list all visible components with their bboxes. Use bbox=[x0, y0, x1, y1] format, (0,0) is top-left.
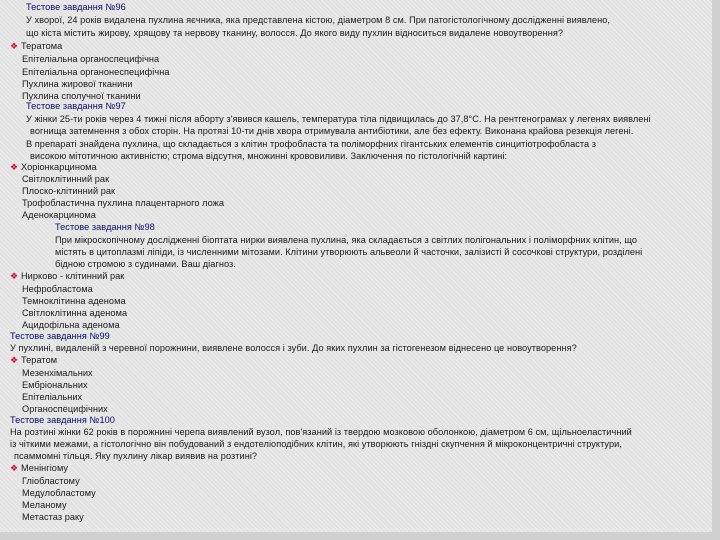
task-97-question-line: вогнища затемнення з обох сторін. На протязі 10-ти днів хвора отримувала антибіотики, але без ефекту. Виконана крайова резекція легені. bbox=[30, 126, 634, 136]
task-99-answer: Мезенхімальних bbox=[22, 368, 93, 378]
task-100-answer: Гліобластому bbox=[22, 476, 80, 486]
task-100-question-line: псаммомні тільця. Яку пухлину лікар виявив на розтині? bbox=[14, 451, 258, 461]
answer-text: Нирково - клітинний рак bbox=[21, 271, 125, 281]
task-97-answer: Аденокарцинома bbox=[22, 210, 96, 220]
task-97-answer: Плоско-клітинний рак bbox=[22, 186, 116, 196]
answer-text: Тератом bbox=[21, 355, 58, 365]
diamond-bullet-icon: ❖ bbox=[10, 355, 19, 365]
task-100-question-line: На розтині жінки 62 років в порожнині черепа виявлений вузол, пов'язаний із твердою мозковою оболонкою, діаметром 6 см, щільноеластичний bbox=[10, 427, 632, 437]
task-99-answer: Органоспецифічних bbox=[22, 404, 108, 414]
task-99-answer: Ембріональних bbox=[22, 380, 88, 390]
task-97-question-line: високою мітотичною активністю; строма відсутня, множинні крововиливи. Заключення по гістологічній картині: bbox=[30, 151, 508, 161]
task-98-question-line: При мікроскопічному дослідженні біоптата нирки виявлена пухлина, яка складається з світлих полігональних і поліморфних клітин, що bbox=[55, 235, 638, 245]
task-96-answer: Пухлина сполучної тканини bbox=[22, 91, 141, 101]
task-96-answer: Епітеліальна органонеспецифічна bbox=[22, 67, 170, 77]
task-96-answer: Епітеліальна органоспецифічна bbox=[22, 54, 160, 64]
diamond-bullet-icon: ❖ bbox=[10, 463, 19, 473]
task-99-answer-correct bbox=[10, 355, 57, 366]
task-96-heading: Тестове завдання №96 bbox=[26, 2, 126, 12]
answer-text: Менінгіому bbox=[21, 463, 69, 473]
task-99-answer: Епітеліальних bbox=[22, 392, 83, 402]
task-100-answer-correct bbox=[10, 463, 68, 474]
task-98-question-line: бідною стромою з судинами. Ваш діагноз. bbox=[55, 259, 236, 269]
task-97-question-line: В препараті знайдена пухлина, що складається з клітин трофобласта та поліморфних гігантських елементів синцитіотрофобласта з bbox=[26, 139, 597, 149]
task-99-heading: Тестове завдання №99 bbox=[10, 331, 110, 341]
task-98-answer: Світлоклітинна аденома bbox=[22, 308, 128, 318]
answer-text: Тератома bbox=[21, 41, 63, 51]
task-100-question-line: із чіткими межами, а гістологічно він побудований з ендотеліоподібних клітин, які утворюють гніздні скупчення й мікроконцентричні структури, bbox=[10, 439, 622, 449]
task-100-answer: Меланому bbox=[22, 500, 67, 510]
task-98-answer-correct bbox=[10, 271, 124, 282]
task-98-answer: Ацидофільна аденома bbox=[22, 320, 120, 330]
task-98-answer: Темноклітинна аденома bbox=[22, 296, 126, 306]
task-98-question-line: містять в цитоплазмі ліпіди, із численними мітозами. Клітини утворюють альвеоли й часточки, залізисті й сосочкові структури, розділені bbox=[55, 247, 643, 257]
task-97-heading: Тестове завдання №97 bbox=[26, 101, 126, 111]
task-96-question-line: що кіста містить жирову, хрящову та нервову тканину, волосся. До якого виду пухлин відноситься видалене новоутворення? bbox=[26, 28, 564, 38]
diamond-bullet-icon: ❖ bbox=[10, 162, 19, 172]
task-98-heading: Тестове завдання №98 bbox=[55, 222, 155, 232]
task-100-answer: Метастаз раку bbox=[22, 512, 84, 522]
diamond-bullet-icon: ❖ bbox=[10, 41, 19, 51]
task-96-answer-correct bbox=[10, 41, 62, 52]
task-96-answer: Пухлина жирової тканини bbox=[22, 79, 133, 89]
task-99-question-line: У пухлині, видаленій з черевної порожнини, виявлене волосся і зуби. До яких пухлин за гістогенезом віднесено це новоутворення? bbox=[10, 343, 577, 353]
task-98-answer: Нефробластома bbox=[22, 284, 93, 294]
answer-text: Хоріонкарцинома bbox=[21, 162, 97, 172]
task-97-question-line: У жінки 25-ти років через 4 тижні після аборту з'явився кашель, температура тіла підвищилась до 37,8°С. На рентгенограмах у легенях виявлені bbox=[26, 114, 651, 124]
diamond-bullet-icon: ❖ bbox=[10, 271, 19, 281]
task-97-answer-correct bbox=[10, 162, 97, 173]
task-97-answer: Світлоклітинний рак bbox=[22, 174, 110, 184]
task-96-question-line: У хворої, 24 років видалена пухлина яєчника, яка представлена кістою, діаметром 8 см. При патогістологічному дослідженні виявлено, bbox=[26, 15, 610, 25]
task-100-heading: Тестове завдання №100 bbox=[10, 415, 115, 425]
task-97-answer: Трофобластична пухлина плацентарного ложа bbox=[22, 198, 225, 208]
task-100-answer: Медулобластому bbox=[22, 488, 96, 498]
